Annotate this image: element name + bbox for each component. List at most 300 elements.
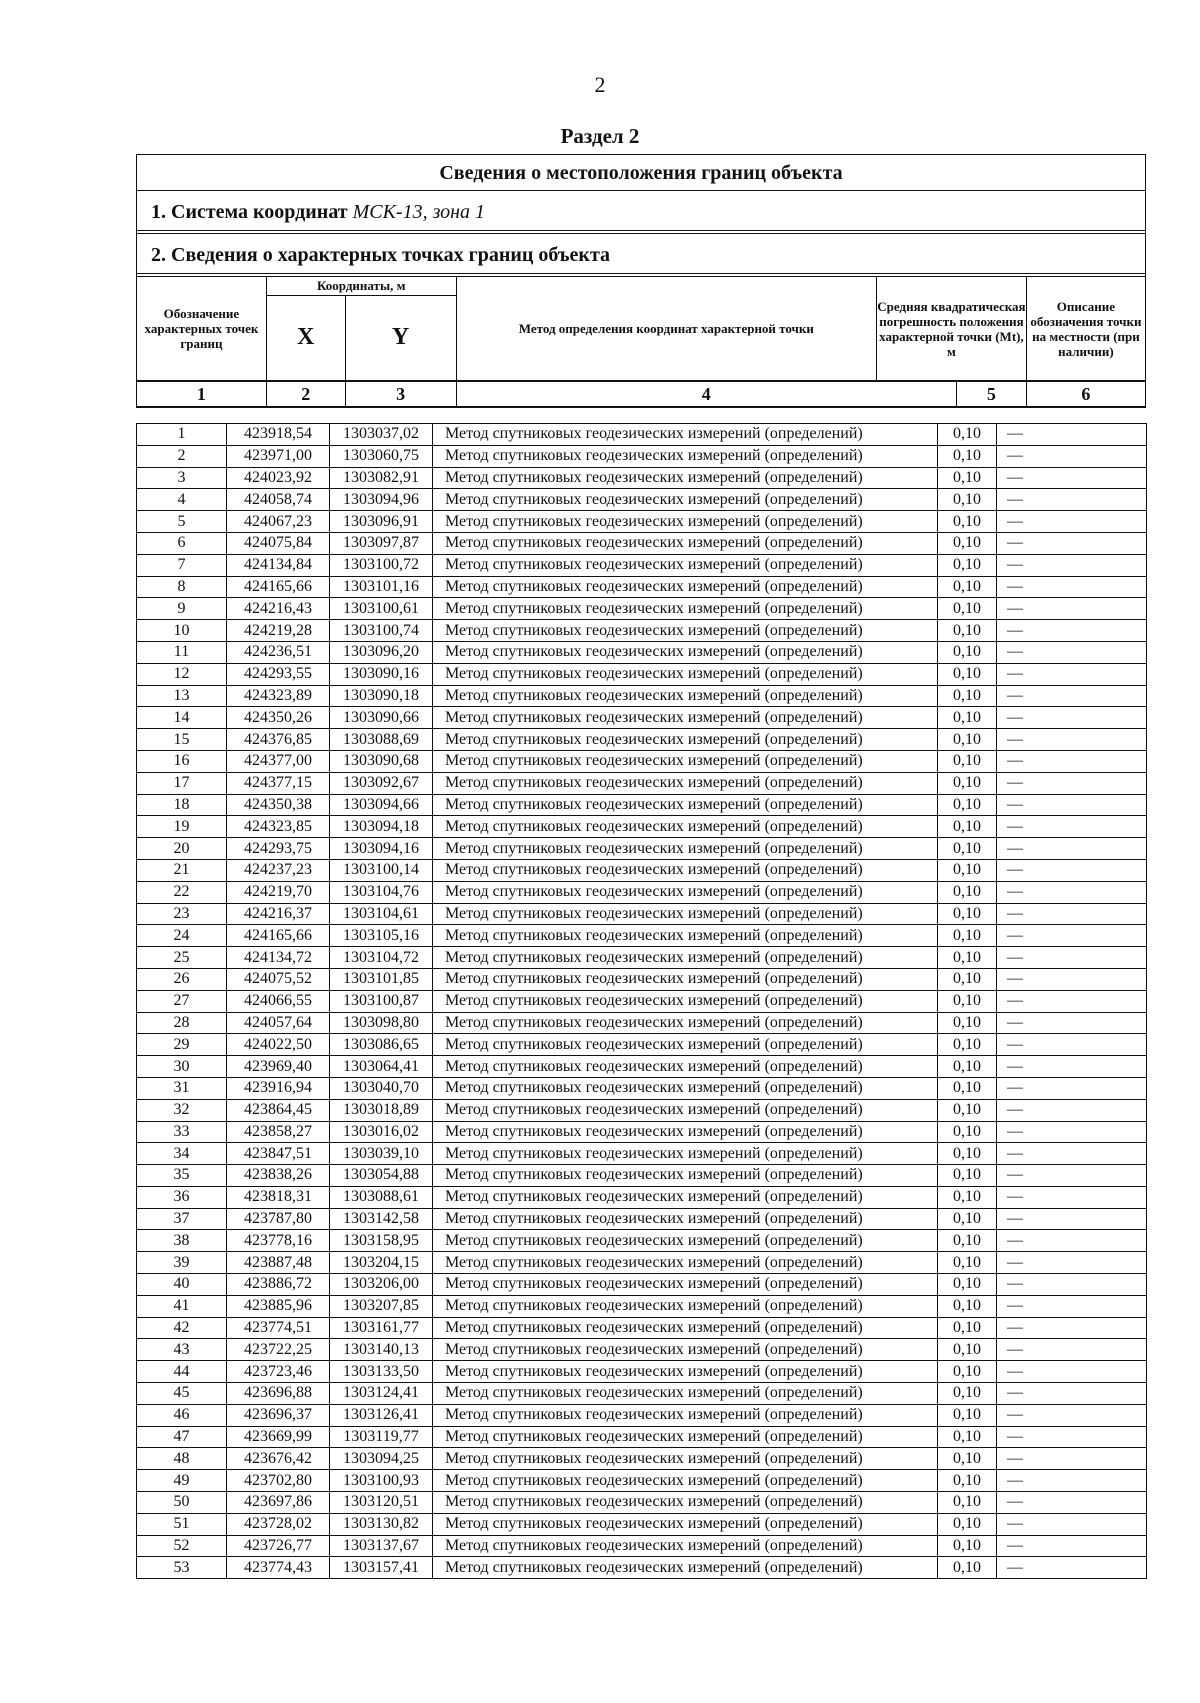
description-cell: —: [997, 1557, 1147, 1579]
y-coordinate: 1303126,41: [330, 1404, 433, 1426]
method-cell: Метод спутниковых геодезических измерений (определений): [433, 641, 938, 663]
method-cell: Метод спутниковых геодезических измерений (определений): [433, 881, 938, 903]
point-number: 23: [137, 903, 227, 925]
description-cell: —: [997, 1099, 1147, 1121]
table-row: [137, 1186, 1147, 1208]
method-cell: Метод спутниковых геодезических измерений (определений): [433, 424, 938, 446]
block-title: Сведения о местоположения границ объекта: [137, 155, 1145, 191]
x-coordinate: 424236,51: [227, 641, 330, 663]
x-coordinate: 424066,55: [227, 990, 330, 1012]
method-cell: Метод спутниковых геодезических измерений (определений): [433, 903, 938, 925]
column-numbers: [137, 381, 1145, 407]
error-cell: 0,10: [938, 1208, 997, 1230]
x-coordinate: 424058,74: [227, 489, 330, 511]
x-coordinate: 423722,25: [227, 1339, 330, 1361]
table-row: [137, 1056, 1147, 1078]
point-number: 51: [137, 1513, 227, 1535]
description-cell: —: [997, 1143, 1147, 1165]
description-cell: —: [997, 1383, 1147, 1405]
y-coordinate: 1303037,02: [330, 424, 433, 446]
x-coordinate: 424067,23: [227, 511, 330, 533]
coordinate-system-line: [137, 191, 1145, 231]
table-row: [137, 1165, 1147, 1187]
point-number: 42: [137, 1317, 227, 1339]
x-coordinate: 423723,46: [227, 1361, 330, 1383]
description-cell: —: [997, 1056, 1147, 1078]
table-row: [137, 1295, 1147, 1317]
point-number: 43: [137, 1339, 227, 1361]
description-cell: —: [997, 576, 1147, 598]
point-number: 19: [137, 816, 227, 838]
table-row: [137, 968, 1147, 990]
x-coordinate: 423702,80: [227, 1470, 330, 1492]
description-cell: —: [997, 947, 1147, 969]
x-coordinate: 424075,84: [227, 532, 330, 554]
error-cell: 0,10: [938, 511, 997, 533]
table-row: [137, 1077, 1147, 1099]
method-cell: Метод спутниковых геодезических измерений (определений): [433, 1317, 938, 1339]
table-row: [137, 598, 1147, 620]
description-cell: —: [997, 729, 1147, 751]
table-row: [137, 1339, 1147, 1361]
error-cell: 0,10: [938, 1448, 997, 1470]
y-coordinate: 1303094,16: [330, 838, 433, 860]
description-cell: —: [997, 532, 1147, 554]
error-cell: 0,10: [938, 707, 997, 729]
table-row: [137, 1470, 1147, 1492]
method-cell: Метод спутниковых геодезических измерений (определений): [433, 1186, 938, 1208]
method-cell: Метод спутниковых геодезических измерений (определений): [433, 598, 938, 620]
method-cell: Метод спутниковых геодезических измерений (определений): [433, 947, 938, 969]
coordinate-system-value: МСК-13, зона 1: [352, 201, 486, 223]
method-cell: Метод спутниковых геодезических измерений (определений): [433, 990, 938, 1012]
point-number: 5: [137, 511, 227, 533]
table-row: [137, 1492, 1147, 1514]
method-cell: Метод спутниковых геодезических измерений (определений): [433, 1143, 938, 1165]
point-number: 36: [137, 1186, 227, 1208]
method-cell: Метод спутниковых геодезических измерений (определений): [433, 838, 938, 860]
method-cell: Метод спутниковых геодезических измерений (определений): [433, 794, 938, 816]
error-cell: 0,10: [938, 1361, 997, 1383]
error-cell: 0,10: [938, 532, 997, 554]
y-coordinate: 1303054,88: [330, 1165, 433, 1187]
point-number: 6: [137, 532, 227, 554]
description-cell: —: [997, 1492, 1147, 1514]
method-cell: Метод спутниковых геодезических измерений (определений): [433, 968, 938, 990]
error-cell: 0,10: [938, 424, 997, 446]
table-row: [137, 511, 1147, 533]
point-number: 11: [137, 641, 227, 663]
method-cell: Метод спутниковых геодезических измерений (определений): [433, 1121, 938, 1143]
method-cell: Метод спутниковых геодезических измерений (определений): [433, 925, 938, 947]
point-number: 30: [137, 1056, 227, 1078]
error-cell: 0,10: [938, 816, 997, 838]
description-cell: —: [997, 859, 1147, 881]
x-coordinate: 423696,37: [227, 1404, 330, 1426]
y-coordinate: 1303104,76: [330, 881, 433, 903]
column-number: 3: [345, 381, 456, 407]
x-coordinate: 423864,45: [227, 1099, 330, 1121]
method-cell: Метод спутниковых геодезических измерений (определений): [433, 1426, 938, 1448]
x-coordinate: 423885,96: [227, 1295, 330, 1317]
y-coordinate: 1303016,02: [330, 1121, 433, 1143]
table-row: [137, 445, 1147, 467]
y-coordinate: 1303105,16: [330, 925, 433, 947]
points-title: 2. Сведения о характерных точках границ объекта: [137, 234, 1145, 274]
x-coordinate: 423787,80: [227, 1208, 330, 1230]
error-cell: 0,10: [938, 1557, 997, 1579]
description-cell: —: [997, 1339, 1147, 1361]
description-cell: —: [997, 1535, 1147, 1557]
method-cell: Метод спутниковых геодезических измерений (определений): [433, 772, 938, 794]
point-number: 45: [137, 1383, 227, 1405]
x-coordinate: 423838,26: [227, 1165, 330, 1187]
y-coordinate: 1303018,89: [330, 1099, 433, 1121]
description-cell: —: [997, 816, 1147, 838]
y-coordinate: 1303157,41: [330, 1557, 433, 1579]
error-cell: 0,10: [938, 1186, 997, 1208]
description-cell: —: [997, 1426, 1147, 1448]
error-cell: 0,10: [938, 772, 997, 794]
error-cell: 0,10: [938, 859, 997, 881]
y-coordinate: 1303120,51: [330, 1492, 433, 1514]
description-cell: —: [997, 1034, 1147, 1056]
error-cell: 0,10: [938, 729, 997, 751]
point-number: 25: [137, 947, 227, 969]
x-coordinate: 424165,66: [227, 576, 330, 598]
method-cell: Метод спутниковых геодезических измерений (определений): [433, 750, 938, 772]
method-cell: Метод спутниковых геодезических измерений (определений): [433, 685, 938, 707]
error-cell: 0,10: [938, 1165, 997, 1187]
method-cell: Метод спутниковых геодезических измерений (определений): [433, 1361, 938, 1383]
table-row: [137, 925, 1147, 947]
description-cell: —: [997, 424, 1147, 446]
y-coordinate: 1303090,66: [330, 707, 433, 729]
description-cell: —: [997, 1470, 1147, 1492]
description-cell: —: [997, 1404, 1147, 1426]
method-cell: Метод спутниковых геодезических измерений (определений): [433, 1470, 938, 1492]
description-cell: —: [997, 1230, 1147, 1252]
error-cell: 0,10: [938, 489, 997, 511]
method-cell: Метод спутниковых геодезических измерений (определений): [433, 707, 938, 729]
x-coordinate: 423669,99: [227, 1426, 330, 1448]
error-cell: 0,10: [938, 1317, 997, 1339]
y-coordinate: 1303133,50: [330, 1361, 433, 1383]
description-cell: —: [997, 1361, 1147, 1383]
x-coordinate: 424323,89: [227, 685, 330, 707]
table-row: [137, 554, 1147, 576]
x-coordinate: 424293,55: [227, 663, 330, 685]
error-cell: 0,10: [938, 838, 997, 860]
method-cell: Метод спутниковых геодезических измерений (определений): [433, 1208, 938, 1230]
method-cell: Метод спутниковых геодезических измерений (определений): [433, 1056, 938, 1078]
y-coordinate: 1303100,87: [330, 990, 433, 1012]
column-number: 2: [266, 381, 345, 407]
point-number: 9: [137, 598, 227, 620]
x-coordinate: 424023,92: [227, 467, 330, 489]
description-cell: —: [997, 685, 1147, 707]
table-row: [137, 1143, 1147, 1165]
table-row: [137, 1208, 1147, 1230]
x-coordinate: 424350,26: [227, 707, 330, 729]
y-coordinate: 1303039,10: [330, 1143, 433, 1165]
header-point-designation: Обозначение характерных точек границ: [137, 277, 266, 381]
table-row: [137, 576, 1147, 598]
description-cell: —: [997, 1208, 1147, 1230]
point-number: 34: [137, 1143, 227, 1165]
description-cell: —: [997, 641, 1147, 663]
error-cell: 0,10: [938, 1230, 997, 1252]
error-cell: 0,10: [938, 750, 997, 772]
error-cell: 0,10: [938, 576, 997, 598]
y-coordinate: 1303094,18: [330, 816, 433, 838]
method-cell: Метод спутниковых геодезических измерений (определений): [433, 1535, 938, 1557]
y-coordinate: 1303124,41: [330, 1383, 433, 1405]
description-cell: —: [997, 1012, 1147, 1034]
point-number: 50: [137, 1492, 227, 1514]
point-number: 20: [137, 838, 227, 860]
method-cell: Метод спутниковых геодезических измерений (определений): [433, 554, 938, 576]
method-cell: Метод спутниковых геодезических измерений (определений): [433, 1295, 938, 1317]
point-number: 24: [137, 925, 227, 947]
point-number: 22: [137, 881, 227, 903]
error-cell: 0,10: [938, 1513, 997, 1535]
description-cell: —: [997, 903, 1147, 925]
table-row: [137, 990, 1147, 1012]
description-cell: —: [997, 620, 1147, 642]
table-row: [137, 707, 1147, 729]
error-cell: 0,10: [938, 1099, 997, 1121]
y-coordinate: 1303101,16: [330, 576, 433, 598]
description-cell: —: [997, 750, 1147, 772]
column-number: 5: [956, 381, 1026, 407]
x-coordinate: 424237,23: [227, 859, 330, 881]
points-table: [136, 423, 1147, 1579]
method-cell: Метод спутниковых геодезических измерений (определений): [433, 1492, 938, 1514]
table-row: [137, 1099, 1147, 1121]
header-error: Средняя квадратическая погрешность положения характерной точки (Mt), м: [877, 277, 1027, 381]
error-cell: 0,10: [938, 968, 997, 990]
table-header: [137, 277, 1145, 407]
y-coordinate: 1303101,85: [330, 968, 433, 990]
method-cell: Метод спутниковых геодезических измерений (определений): [433, 1274, 938, 1296]
table-row: [137, 641, 1147, 663]
method-cell: Метод спутниковых геодезических измерений (определений): [433, 1557, 938, 1579]
point-number: 44: [137, 1361, 227, 1383]
table-row: [137, 532, 1147, 554]
x-coordinate: 423847,51: [227, 1143, 330, 1165]
y-coordinate: 1303104,72: [330, 947, 433, 969]
error-cell: 0,10: [938, 947, 997, 969]
x-coordinate: 424376,85: [227, 729, 330, 751]
error-cell: 0,10: [938, 1034, 997, 1056]
coordinate-system-label: 1. Система координат: [151, 201, 348, 223]
error-cell: 0,10: [938, 1143, 997, 1165]
error-cell: 0,10: [938, 1404, 997, 1426]
description-cell: —: [997, 1317, 1147, 1339]
header-coordinates: Координаты, м: [266, 277, 456, 295]
error-cell: 0,10: [938, 685, 997, 707]
point-number: 52: [137, 1535, 227, 1557]
point-number: 4: [137, 489, 227, 511]
error-cell: 0,10: [938, 1121, 997, 1143]
point-number: 47: [137, 1426, 227, 1448]
method-cell: Метод спутниковых геодезических измерений (определений): [433, 445, 938, 467]
y-coordinate: 1303207,85: [330, 1295, 433, 1317]
point-number: 10: [137, 620, 227, 642]
method-cell: Метод спутниковых геодезических измерений (определений): [433, 1339, 938, 1361]
x-coordinate: 424134,84: [227, 554, 330, 576]
table-row: [137, 1535, 1147, 1557]
description-cell: —: [997, 663, 1147, 685]
x-coordinate: 423728,02: [227, 1513, 330, 1535]
column-number: 4: [456, 381, 956, 407]
method-cell: Метод спутниковых геодезических измерений (определений): [433, 1230, 938, 1252]
point-number: 17: [137, 772, 227, 794]
method-cell: Метод спутниковых геодезических измерений (определений): [433, 1513, 938, 1535]
description-cell: —: [997, 598, 1147, 620]
description-cell: —: [997, 467, 1147, 489]
point-number: 38: [137, 1230, 227, 1252]
error-cell: 0,10: [938, 925, 997, 947]
description-cell: —: [997, 1186, 1147, 1208]
table-row: [137, 685, 1147, 707]
method-cell: Метод спутниковых геодезических измерений (определений): [433, 729, 938, 751]
point-number: 8: [137, 576, 227, 598]
header-method: Метод определения координат характерной точки: [456, 277, 876, 381]
method-cell: Метод спутниковых геодезических измерений (определений): [433, 1404, 938, 1426]
table-row: [137, 1557, 1147, 1579]
x-coordinate: 423916,94: [227, 1077, 330, 1099]
method-cell: Метод спутниковых геодезических измерений (определений): [433, 1252, 938, 1274]
x-coordinate: 423778,16: [227, 1230, 330, 1252]
point-number: 53: [137, 1557, 227, 1579]
y-coordinate: 1303104,61: [330, 903, 433, 925]
method-cell: Метод спутниковых геодезических измерений (определений): [433, 467, 938, 489]
error-cell: 0,10: [938, 641, 997, 663]
table-row: [137, 1121, 1147, 1143]
point-number: 14: [137, 707, 227, 729]
error-cell: 0,10: [938, 1426, 997, 1448]
description-cell: —: [997, 1121, 1147, 1143]
description-cell: —: [997, 990, 1147, 1012]
y-coordinate: 1303060,75: [330, 445, 433, 467]
point-number: 31: [137, 1077, 227, 1099]
description-cell: —: [997, 1513, 1147, 1535]
x-coordinate: 424377,00: [227, 750, 330, 772]
y-coordinate: 1303088,69: [330, 729, 433, 751]
x-coordinate: 423696,88: [227, 1383, 330, 1405]
description-cell: —: [997, 925, 1147, 947]
table-row: [137, 1426, 1147, 1448]
x-coordinate: 424134,72: [227, 947, 330, 969]
description-cell: —: [997, 1295, 1147, 1317]
y-coordinate: 1303082,91: [330, 467, 433, 489]
y-coordinate: 1303040,70: [330, 1077, 433, 1099]
description-cell: —: [997, 707, 1147, 729]
y-coordinate: 1303140,13: [330, 1339, 433, 1361]
table-row: [137, 772, 1147, 794]
point-number: 40: [137, 1274, 227, 1296]
point-number: 26: [137, 968, 227, 990]
table-row: [137, 1404, 1147, 1426]
point-number: 12: [137, 663, 227, 685]
x-coordinate: 424219,70: [227, 881, 330, 903]
point-number: 49: [137, 1470, 227, 1492]
table-row: [137, 859, 1147, 881]
y-coordinate: 1303098,80: [330, 1012, 433, 1034]
y-coordinate: 1303086,65: [330, 1034, 433, 1056]
point-number: 48: [137, 1448, 227, 1470]
method-cell: Метод спутниковых геодезических измерений (определений): [433, 1034, 938, 1056]
description-cell: —: [997, 1274, 1147, 1296]
x-coordinate: 424219,28: [227, 620, 330, 642]
table-row: [137, 729, 1147, 751]
y-coordinate: 1303100,61: [330, 598, 433, 620]
description-cell: —: [997, 794, 1147, 816]
error-cell: 0,10: [938, 1535, 997, 1557]
page-number: 2: [594, 72, 606, 97]
description-cell: —: [997, 511, 1147, 533]
points-table-body: [137, 424, 1147, 1579]
method-cell: Метод спутниковых геодезических измерений (определений): [433, 576, 938, 598]
table-row: [137, 663, 1147, 685]
y-coordinate: 1303100,93: [330, 1470, 433, 1492]
point-number: 46: [137, 1404, 227, 1426]
error-cell: 0,10: [938, 1470, 997, 1492]
column-number: 1: [137, 381, 266, 407]
method-cell: Метод спутниковых геодезических измерений (определений): [433, 1165, 938, 1187]
point-number: 37: [137, 1208, 227, 1230]
point-number: 32: [137, 1099, 227, 1121]
error-cell: 0,10: [938, 881, 997, 903]
y-coordinate: 1303204,15: [330, 1252, 433, 1274]
y-coordinate: 1303090,16: [330, 663, 433, 685]
x-coordinate: 424377,15: [227, 772, 330, 794]
point-number: 7: [137, 554, 227, 576]
y-coordinate: 1303092,67: [330, 772, 433, 794]
y-coordinate: 1303064,41: [330, 1056, 433, 1078]
method-cell: Метод спутниковых геодезических измерений (определений): [433, 511, 938, 533]
x-coordinate: 424350,38: [227, 794, 330, 816]
x-coordinate: 424293,75: [227, 838, 330, 860]
table-row: [137, 1317, 1147, 1339]
table-row: [137, 467, 1147, 489]
description-cell: —: [997, 968, 1147, 990]
description-cell: —: [997, 1252, 1147, 1274]
table-row: [137, 1012, 1147, 1034]
table-row: [137, 750, 1147, 772]
method-cell: Метод спутниковых геодезических измерений (определений): [433, 1448, 938, 1470]
error-cell: 0,10: [938, 1252, 997, 1274]
table-row: [137, 1361, 1147, 1383]
description-cell: —: [997, 838, 1147, 860]
error-cell: 0,10: [938, 1077, 997, 1099]
x-coordinate: 423726,77: [227, 1535, 330, 1557]
error-cell: 0,10: [938, 794, 997, 816]
y-coordinate: 1303161,77: [330, 1317, 433, 1339]
x-coordinate: 423818,31: [227, 1186, 330, 1208]
table-row: [137, 1448, 1147, 1470]
description-cell: —: [997, 1165, 1147, 1187]
point-number: 39: [137, 1252, 227, 1274]
error-cell: 0,10: [938, 554, 997, 576]
x-coordinate: 423697,86: [227, 1492, 330, 1514]
point-number: 1: [137, 424, 227, 446]
x-coordinate: 424075,52: [227, 968, 330, 990]
point-number: 35: [137, 1165, 227, 1187]
table-row: [137, 1034, 1147, 1056]
